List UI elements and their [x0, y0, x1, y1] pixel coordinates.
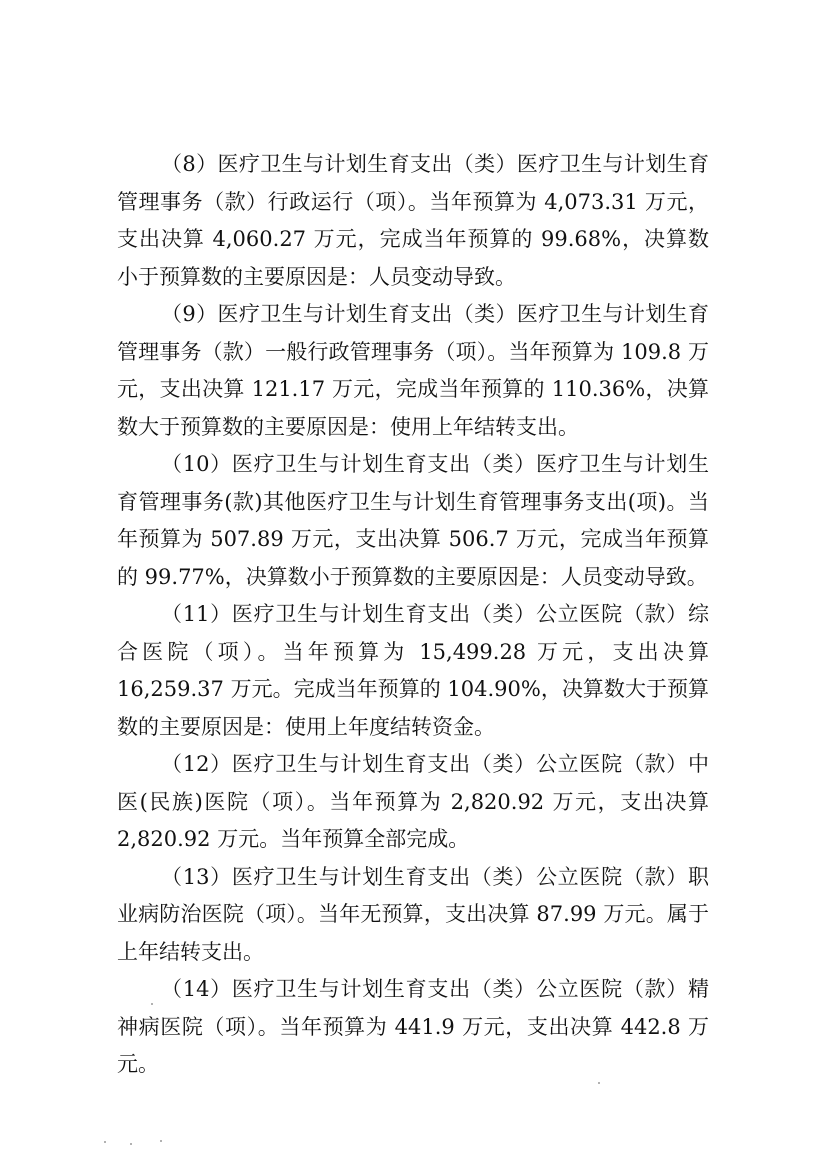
paragraph-item-12: （12）医疗卫生与计划生育支出（类）公立医院（款）中医(民族)医院（项）。当年预算为 2,820.92 万元，支出决算 2,820.92 万元。当年预算全部完成。	[117, 752, 709, 851]
scan-speck	[151, 1003, 153, 1005]
paragraph-item-10: （10）医疗卫生与计划生育支出（类）医疗卫生与计划生育管理事务(款)其他医疗卫生与计划生育管理事务支出(项)。当年预算为 507.89 万元，支出决算 506.7 万元，完成当年预算的 99.77%，决算数小于预算数的主要原因是：人员变动导致。	[117, 452, 709, 589]
paragraph-item-9: （9）医疗卫生与计划生育支出（类）医疗卫生与计划生育管理事务（款）一般行政管理事务（项）。当年预算为 109.8 万元，支出决算 121.17 万元，完成当年预算的 110.36%，决算数大于预算数的主要原因是：使用上年结转支出。	[117, 302, 709, 439]
scan-speck	[598, 1082, 600, 1084]
paragraph-item-13: （13）医疗卫生与计划生育支出（类）公立医院（款）职业病防治医院（项）。当年无预算，支出决算 87.99 万元。属于上年结转支出。	[117, 864, 709, 964]
scan-speck	[160, 1140, 162, 1142]
scan-speck	[130, 1143, 132, 1145]
scan-speck	[104, 1141, 106, 1143]
paragraph-item-14: （14）医疗卫生与计划生育支出（类）公立医院（款）精神病医院（项）。当年预算为 441.9 万元，支出决算 442.8 万元。	[117, 977, 709, 1076]
paragraph-item-11: （11）医疗卫生与计划生育支出（类）公立医院（款）综合医院（项）。当年预算为 15,499.28 万元，支出决算 16,259.37 万元。完成当年预算的 104.90%，决算数大于预算数的主要原因是：使用上年度结转资金。	[117, 602, 709, 739]
paragraph-item-8: （8）医疗卫生与计划生育支出（类）医疗卫生与计划生育管理事务（款）行政运行（项）。当年预算为 4,073.31 万元，支出决算 4,060.27 万元，完成当年预算的 99.68%，决算数小于预算数的主要原因是：人员变动导致。	[117, 152, 709, 289]
document-body	[117, 146, 709, 1084]
